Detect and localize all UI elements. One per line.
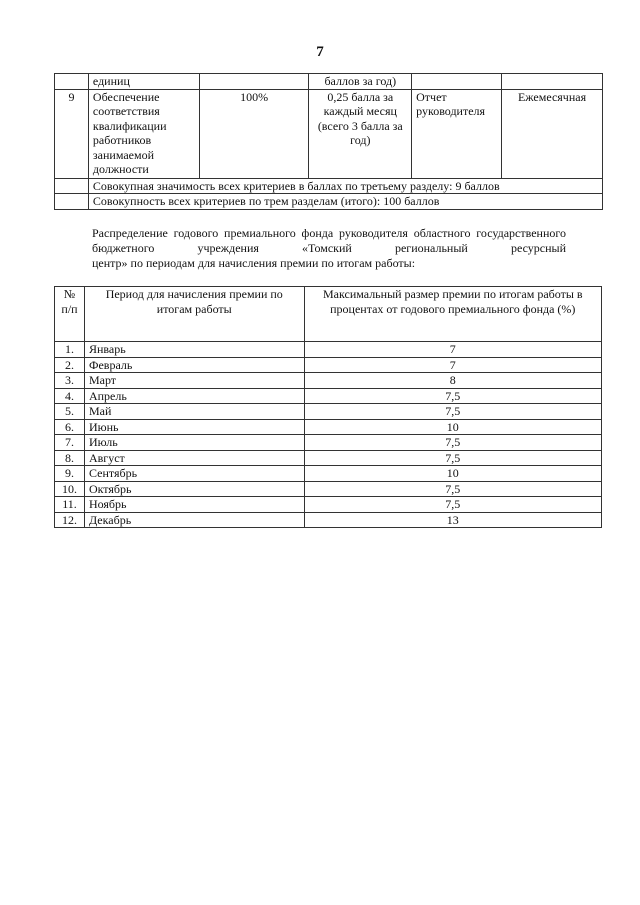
cell-criterion: единиц <box>88 74 199 90</box>
distribution-paragraph <box>92 226 566 271</box>
cell-frequency: Ежемесячная <box>502 89 603 178</box>
cell-period: Сентябрь <box>84 466 304 482</box>
header-num: № п/п <box>55 287 85 342</box>
cell-source: Отчет руководителя <box>412 89 502 178</box>
cell-empty <box>55 178 89 194</box>
page-number: 7 <box>316 44 324 60</box>
cell-percent: 13 <box>304 512 601 528</box>
cell-percent: 7,5 <box>304 435 601 451</box>
cell-period: Апрель <box>84 388 304 404</box>
cell-num: 4. <box>55 388 85 404</box>
table-row <box>55 404 602 420</box>
table-row <box>55 373 602 389</box>
distribution-table <box>54 286 602 528</box>
cell-criterion: Обеспечение соответствия квалификации работников занимаемой должности <box>88 89 199 178</box>
cell-num: 12. <box>55 512 85 528</box>
cell-num: 6. <box>55 419 85 435</box>
cell-num: 11. <box>55 497 85 513</box>
table-row <box>55 435 602 451</box>
cell-num <box>55 74 89 90</box>
cell-percent: 7 <box>304 342 601 358</box>
cell-percent: 10 <box>304 466 601 482</box>
cell-percent: 7,5 <box>304 388 601 404</box>
cell-num: 5. <box>55 404 85 420</box>
header-percent: Максимальный размер премии по итогам работы в процентах от годового премиального фонда (%) <box>304 287 601 342</box>
criteria-table <box>54 73 603 210</box>
cell-points: баллов за год) <box>309 74 412 90</box>
cell-period: Февраль <box>84 357 304 373</box>
cell-num: 8. <box>55 450 85 466</box>
cell-num: 1. <box>55 342 85 358</box>
table-row <box>55 178 603 194</box>
table-row <box>55 342 602 358</box>
cell-period: Октябрь <box>84 481 304 497</box>
table-row <box>55 466 602 482</box>
cell-percent: 10 <box>304 419 601 435</box>
cell-period: Июль <box>84 435 304 451</box>
table-row <box>55 194 603 210</box>
cell-frequency <box>502 74 603 90</box>
cell-percent: 8 <box>304 373 601 389</box>
cell-num: 2. <box>55 357 85 373</box>
cell-period: Июнь <box>84 419 304 435</box>
table-row <box>55 419 602 435</box>
cell-percent: 7,5 <box>304 450 601 466</box>
cell-num: 9. <box>55 466 85 482</box>
table-row <box>55 89 603 178</box>
cell-source <box>412 74 502 90</box>
cell-points: 0,25 балла за каждый месяц (всего 3 балла за год) <box>309 89 412 178</box>
header-period: Период для начисления премии по итогам работы <box>84 287 304 342</box>
cell-period: Ноябрь <box>84 497 304 513</box>
cell-period: Май <box>84 404 304 420</box>
cell-percent: 7,5 <box>304 481 601 497</box>
cell-num: 3. <box>55 373 85 389</box>
cell-num: 7. <box>55 435 85 451</box>
cell-empty <box>55 194 89 210</box>
cell-percent: 7 <box>304 357 601 373</box>
cell-value: 100% <box>199 89 309 178</box>
paragraph-last: центр» по периодам для начисления премии по итогам работы: <box>92 256 416 270</box>
cell-period: Январь <box>84 342 304 358</box>
grand-total: Совокупность всех критериев по трем разделам (итого): 100 баллов <box>88 194 602 210</box>
cell-num: 9 <box>55 89 89 178</box>
cell-value <box>199 74 309 90</box>
cell-period: Март <box>84 373 304 389</box>
paragraph-intro: Распределение годового премиального фонда руководителя областного государственного бюджетного учреждения «Томский региональный ресурсный <box>92 226 566 255</box>
cell-period: Август <box>84 450 304 466</box>
table-row <box>55 357 602 373</box>
table-row <box>55 512 602 528</box>
table-row <box>55 481 602 497</box>
table-header-row <box>55 287 602 342</box>
table-row <box>55 450 602 466</box>
table-row <box>55 74 603 90</box>
table-row <box>55 497 602 513</box>
table-row <box>55 388 602 404</box>
cell-period: Декабрь <box>84 512 304 528</box>
section-total: Совокупная значимость всех критериев в баллах по третьему разделу: 9 баллов <box>88 178 602 194</box>
cell-percent: 7,5 <box>304 497 601 513</box>
cell-percent: 7,5 <box>304 404 601 420</box>
cell-num: 10. <box>55 481 85 497</box>
